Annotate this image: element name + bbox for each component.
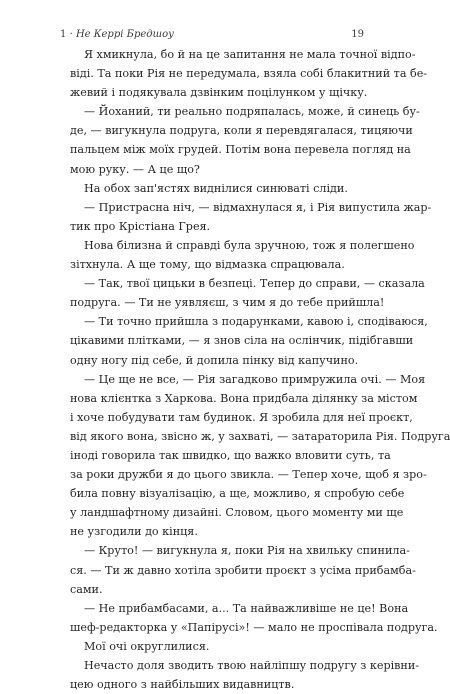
text-line: не узгодили до кінця. [70,525,198,539]
text-line: віді. Та поки Рія не передумала, взяла собі блакитний та бе- [70,67,428,81]
text-line: цікавими плітками, — я знов сіла на ослінчик, підібгавши [70,334,414,348]
text-line: подруга. — Ти не уявляєш, з чим я до тебе прийшла! [70,296,385,310]
chapter-number: 1 [60,29,67,40]
text-line: нова клієнтка з Харкова. Вона придбала ділянку за містом [70,391,418,405]
running-head-left [60,29,174,40]
text-line: шеф-редакторка у «Папірусі»! — мало не проспівала подруга. [70,620,438,634]
text-line: — Пристрасна ніч, — відмахнулася я, і Рія випустила жар- [84,200,432,214]
page-number: 19 [351,29,364,40]
text-line: і хоче побудувати там будинок. Я зробила для неї проєкт, [70,410,413,424]
text-line: — Це ще не все, — Рія загадково примружила очі. — Моя [84,372,426,386]
text-line: Нечасто доля зводить твою найліпшу подругу з керівни- [84,659,420,672]
text-line: де, — вигукнула подруга, коли я перевдягалася, тицяючи [70,124,413,138]
text-line: Нова білизна й справді була зручною, тож я полегшено [84,238,415,252]
text-line: — Не прибамбасами, а... Та найважливіше не це! Вона [84,601,409,615]
text-line: сами. [70,582,103,596]
running-header [60,29,364,43]
text-line: — Круто! — вигукнула я, поки Рія на хвильку спинила- [84,544,410,558]
text-line: пальцем між моїх грудей. Потім вона перевела погляд на [70,143,411,157]
text-line: — Йоханий, ти реально подряпалась, може, й синець бу- [84,105,420,119]
text-line: зітхнула. А ще тому, що відмазка спрацювала. [70,258,345,272]
text-line: одну ногу під себе, й допила пінку від капучино. [70,353,359,367]
body-text [70,45,450,694]
text-line: ся. — Ти ж давно хотіла зробити проєкт з усіма прибамба- [70,563,416,577]
text-line: — Так, твої цицьки в безпеці. Тепер до справи, — сказала [84,277,425,291]
text-line: Мої очі округлилися. [84,639,210,653]
text-line: іноді говорила так швидко, що важко вловити суть, та [70,448,391,462]
text-line: На обох зап'ястях виднілися синюваті сліди. [84,181,348,195]
text-line: била повну візуалізацію, а ще, можливо, я спробую себе [70,487,405,501]
chapter-title: Не Керрі Бредшоу [75,29,174,40]
text-line: від якого вона, звісно ж, у захваті, — затараторила Рія. Подруга [70,429,450,443]
text-line: у ландшафтному дизайні. Словом, цього моменту ми ще [70,506,404,520]
text-line: жевий і подякувала дзвінким поцілунком у щічку. [70,86,368,100]
text-line: цею одного з найбільших видавництв. [70,678,295,692]
header-separator: · [69,29,73,40]
text-line: за роки дружби я до цього звикла. — Тепер хоче, щоб я зро- [70,468,427,482]
text-line: Я хмикнула, бо й на це запитання не мала точної відпо- [84,48,416,61]
text-line: — Ти точно прийшла з подарунками, кавою і, сподіваюся, [84,315,428,329]
text-line: тик про Крістіана Грея. [70,219,211,233]
text-line: мою руку. — А це що? [70,162,200,176]
